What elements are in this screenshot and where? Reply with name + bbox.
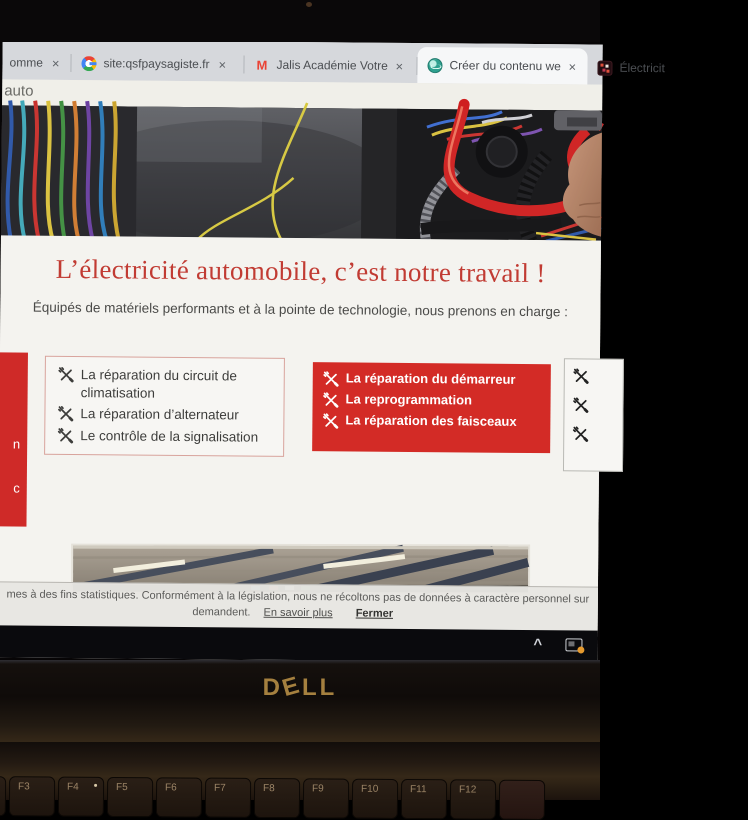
tab-1[interactable] (0, 45, 71, 80)
crossed-tools-icon (572, 426, 589, 442)
tab-2-close-icon[interactable]: × (218, 56, 227, 72)
key-partial (0, 776, 6, 816)
cookie-text-line2 (0, 604, 598, 621)
dell-letter: L (319, 674, 338, 701)
dell-letter-tilted: E (279, 670, 305, 703)
windows-taskbar (0, 625, 598, 662)
service-item (323, 370, 543, 389)
service-item (57, 427, 273, 446)
tab-1-close-icon[interactable]: × (51, 55, 60, 71)
service-item (322, 412, 542, 431)
dell-letter: D (262, 674, 283, 701)
tab-3[interactable] (244, 48, 416, 83)
key-f5: F5 (107, 777, 153, 817)
service-item-label: La réparation du démarreur (345, 370, 516, 387)
service-box-right-clipped (563, 358, 624, 472)
service-item-label: La reprogrammation (345, 391, 473, 408)
globe-favicon-icon (427, 58, 442, 73)
crossed-tools-icon (57, 406, 74, 422)
clipped-text-fragment: n (12, 436, 21, 452)
service-item-label: La réparation des faisceaux (345, 412, 517, 429)
tab-2[interactable] (71, 46, 243, 81)
key-f10: F10 (352, 779, 398, 819)
key-label: F4 (67, 781, 79, 793)
service-item-label: La réparation d’alternateur (80, 406, 239, 423)
crossed-tools-icon (323, 392, 340, 408)
service-item-label: Le contrôle de la signalisation (80, 427, 259, 445)
display-notification-icon[interactable] (565, 638, 582, 651)
service-item (57, 405, 273, 424)
tab-5-label: Électricit (619, 60, 665, 76)
page-content (0, 235, 601, 662)
tray-expand-chevron-icon[interactable]: ^ (533, 636, 543, 654)
crossed-tools-icon (323, 371, 340, 387)
key-f4 (58, 777, 104, 817)
dell-logo (0, 670, 600, 703)
cookie-text-line1: mes à des fins statistiques. Conformément à la législation, nous ne récoltons pas de données à caractère personnel sur (6, 588, 590, 606)
service-item (323, 391, 543, 410)
crossed-tools-icon (573, 368, 590, 384)
service-item (58, 366, 274, 403)
crossed-tools-icon (58, 367, 75, 383)
service-box-outline (44, 356, 285, 457)
tab-4-active[interactable] (417, 47, 587, 84)
tab-1-label: omme (9, 55, 43, 70)
service-box-left-clipped (0, 352, 28, 527)
tab-4-label: Créer du contenu we (449, 58, 561, 74)
page-title: L’électricité automobile, c’est notre travail ! (55, 253, 546, 289)
google-favicon-icon (81, 56, 96, 71)
tab-5[interactable] (587, 50, 747, 85)
key-f6: F6 (156, 777, 202, 817)
close-banner-link[interactable]: Fermer (355, 607, 394, 620)
key-partial (499, 780, 545, 820)
hero-engine-illustration (1, 105, 602, 240)
laptop-bottom-bezel (0, 660, 600, 742)
crossed-tools-icon (57, 428, 74, 444)
browser-tab-bar (2, 39, 665, 84)
key-f8: F8 (254, 778, 300, 818)
intro-text: Équipés de matériels performants et à la pointe de technologie, nous prenons en charge : (32, 299, 568, 320)
tab-2-label: site:qsfpaysagiste.fr (103, 56, 210, 72)
key-f11: F11 (401, 779, 447, 819)
tab-4-close-icon[interactable]: × (568, 58, 577, 74)
tab-3-close-icon[interactable]: × (395, 58, 404, 74)
function-key-row (0, 776, 545, 820)
webcam-icon (306, 2, 312, 7)
laptop-top-bezel (0, 0, 600, 42)
key-f9: F9 (303, 778, 349, 818)
cookie-text-fragment: demandent. (192, 606, 251, 619)
site-favicon-icon (597, 60, 612, 75)
tab-3-label: Jalis Académie Votre (276, 57, 388, 73)
cookie-consent-banner (0, 581, 598, 630)
site-nav-fragment: auto (2, 79, 602, 110)
crossed-tools-icon (572, 397, 589, 413)
laptop-keyboard (0, 742, 600, 800)
service-item-label: La réparation du circuit de climatisation (80, 367, 237, 401)
laptop-screen (0, 39, 665, 662)
mute-led-icon (94, 784, 97, 787)
key-f12: F12 (450, 779, 496, 819)
learn-more-link[interactable]: En savoir plus (263, 606, 333, 620)
key-f3: F3 (9, 776, 55, 816)
key-f7: F7 (205, 778, 251, 818)
crossed-tools-icon (322, 413, 339, 429)
hero-engine-image (1, 105, 602, 240)
clipped-text-fragment: c (13, 480, 20, 496)
gmail-favicon-icon: M (256, 57, 268, 73)
dell-letter: L (302, 674, 320, 701)
service-box-red (312, 362, 551, 453)
